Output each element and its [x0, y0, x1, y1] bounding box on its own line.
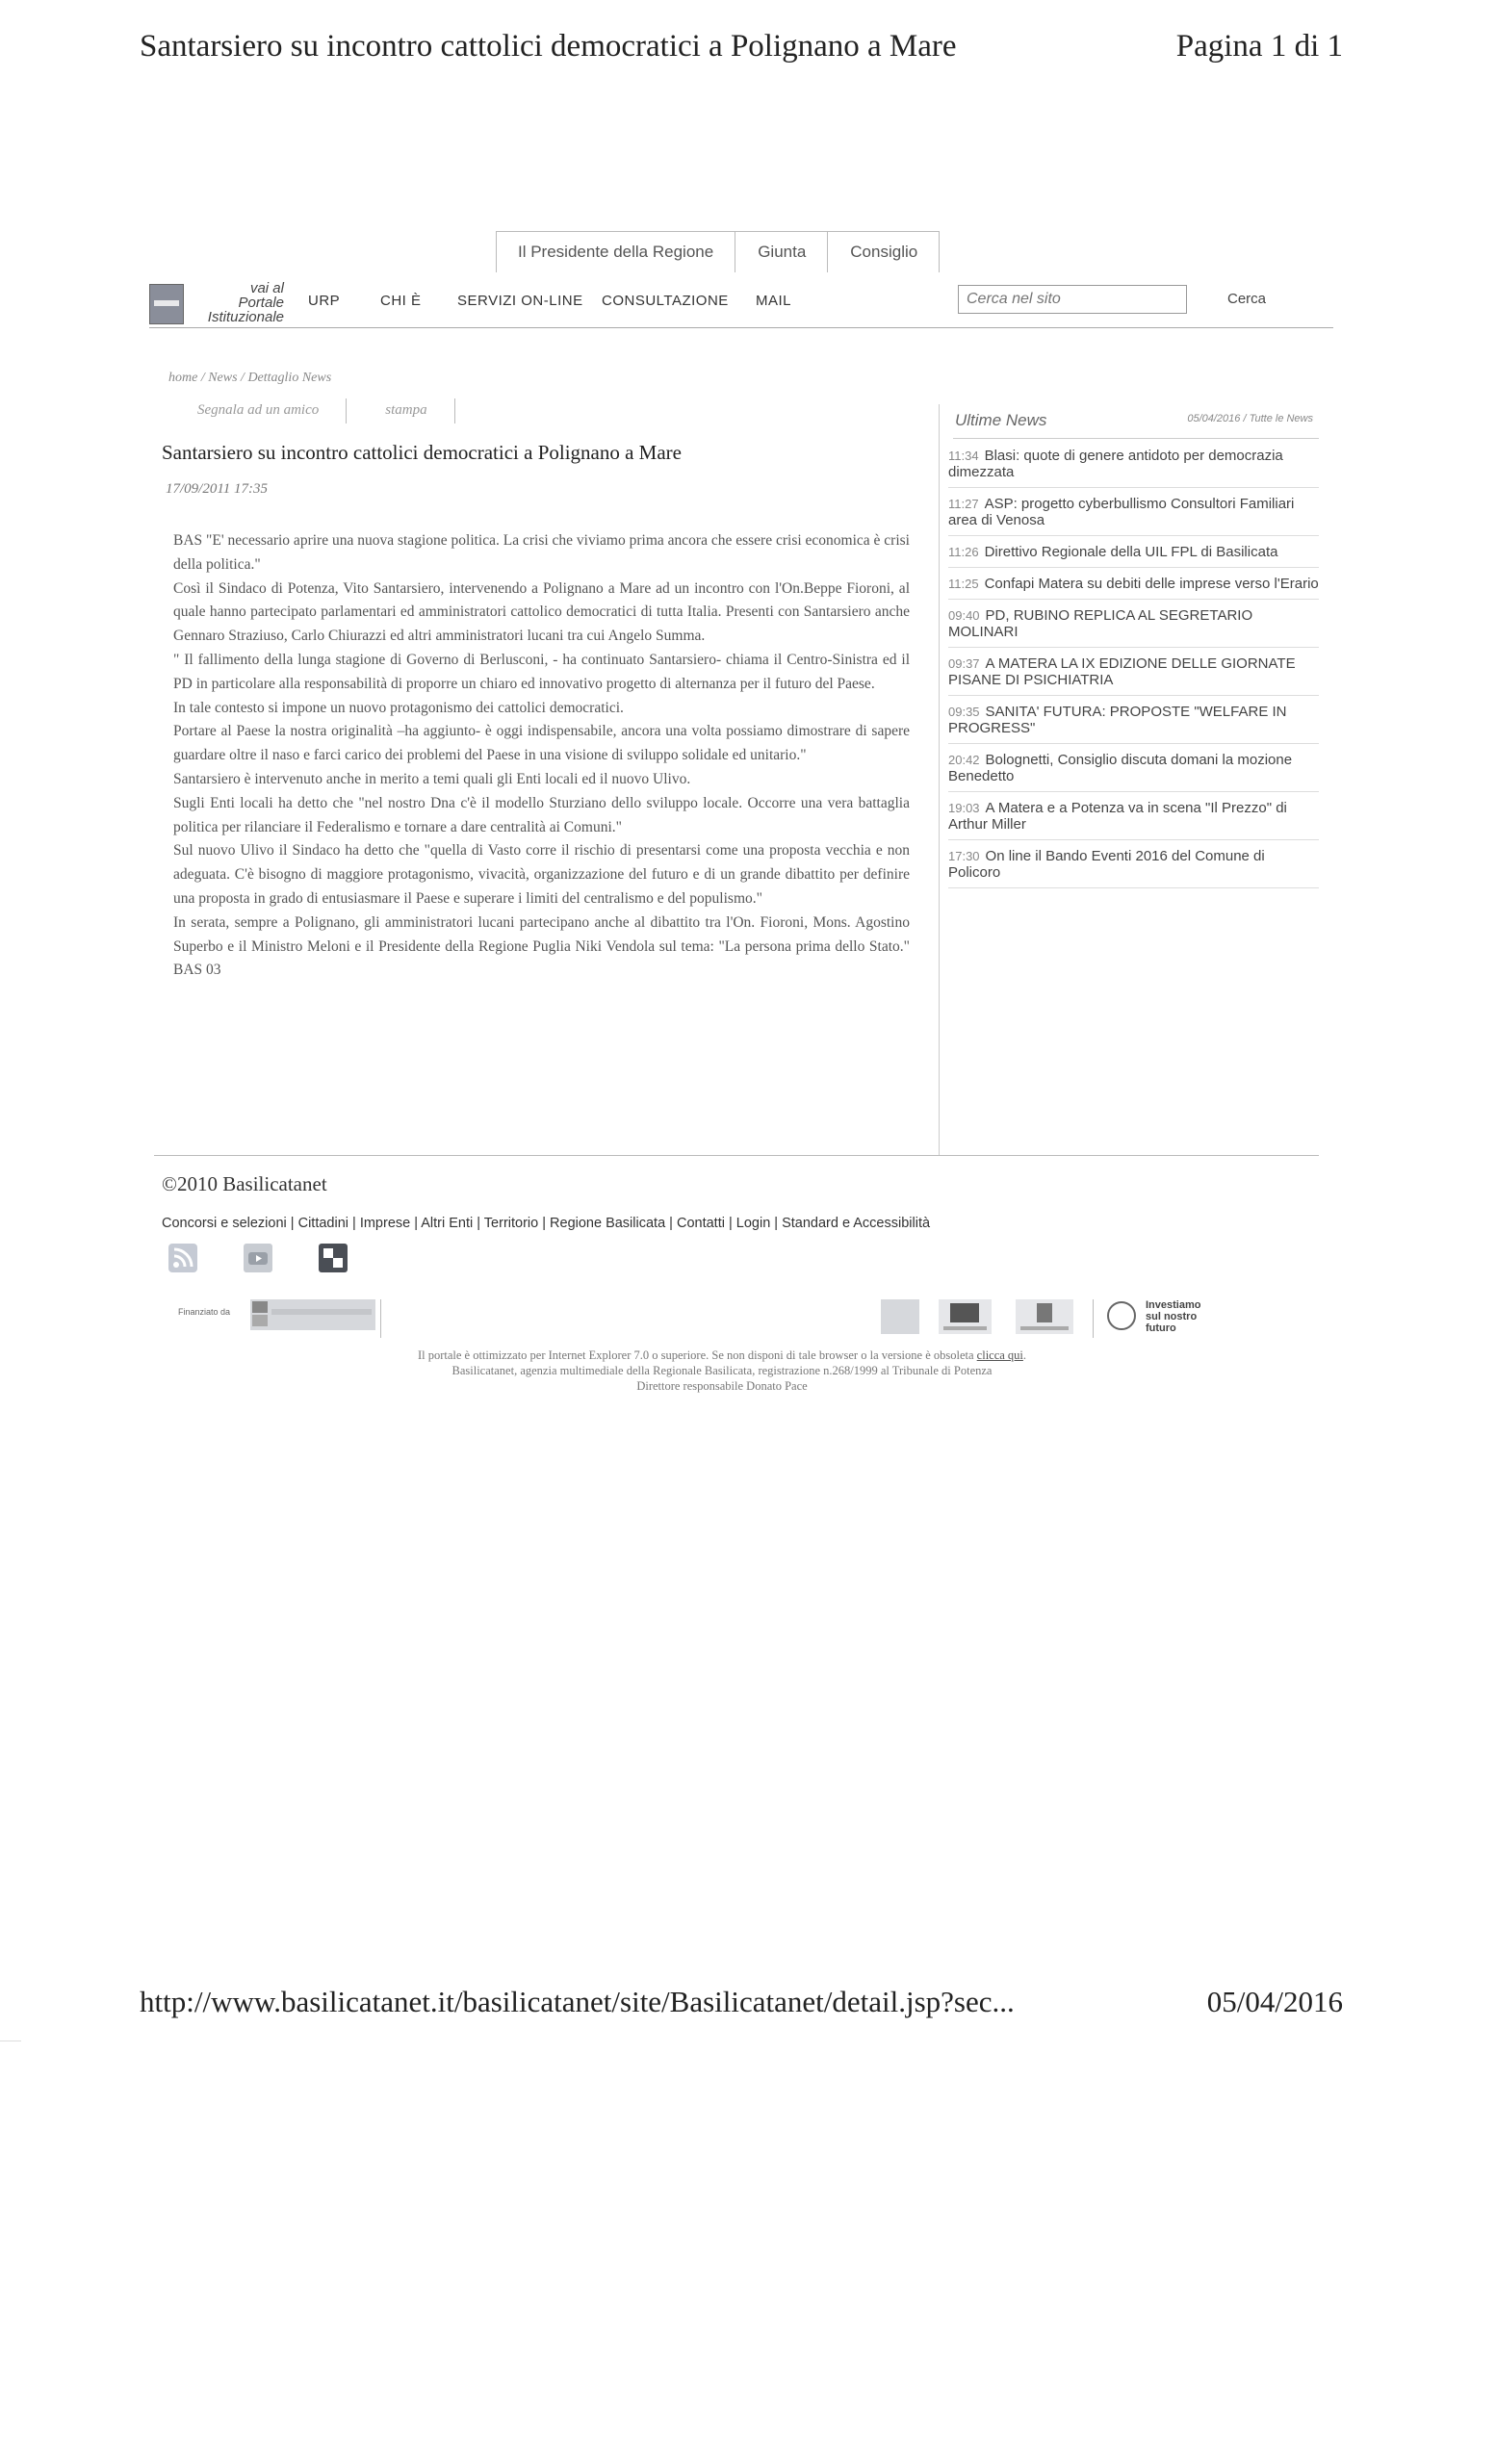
news-time: 11:27	[948, 497, 979, 511]
disclaimer-line-1	[289, 1348, 1155, 1363]
article-paragraph: Santarsiero è intervenuto anche in merito a temi quali gli Enti locali ed il nuovo Ulivo.	[173, 770, 691, 787]
news-time: 09:37	[948, 656, 980, 671]
news-item[interactable]	[948, 445, 1319, 488]
disclaimer-line-2: Basilicatanet, agenzia multimediale della Regionale Basilicata, registrazione n.268/1999 al Tribunale di Potenza	[451, 1364, 993, 1377]
divider	[1093, 1299, 1094, 1338]
footer-link-territorio[interactable]: Territorio	[483, 1216, 539, 1231]
news-item[interactable]	[948, 845, 1319, 888]
nav-urp[interactable]: URP	[308, 293, 341, 309]
article-paragraph: Sugli Enti locali ha detto che "nel nostro Dna c'è il modello Sturziano dello sviluppo locale. Occorre una vera battaglia politica per rilanciare il Federalismo e tornare a dare centralità ai Comuni."	[173, 794, 910, 835]
scan-edge	[0, 2040, 21, 2041]
print-footer	[140, 1985, 1343, 2023]
news-time: 11:26	[948, 545, 979, 559]
article-paragraph: Così il Sindaco di Potenza, Vito Santarsiero, intervenendo a Polignano a Mare ad un incontro con l'On.Beppe Fioroni, al quale hanno partecipato parlamentari ed amministratori cattolico democratici di tutta Italia. Presenti con Santarsiero anche Gennaro Straziuso, Carlo Chiurazzi ed altri amministratori lucani tra cui Angelo Summa.	[173, 579, 910, 645]
news-item[interactable]	[948, 797, 1319, 840]
top-nav	[496, 231, 940, 272]
footer-link-concorsi[interactable]: Concorsi e selezioni	[162, 1216, 287, 1231]
news-text: ASP: progetto cyberbullismo Consultori Familiari area di Venosa	[948, 496, 1295, 528]
article-paragraph: Sul nuovo Ulivo il Sindaco ha detto che "quella di Vasto corre il rischio di presentarsi come una proposta vecchia e non adeguata. C'è bisogno di maggiore protagonismo, vivacità, organizzazione del futuro e di un grande dibattito per definire una proposta in grado di entusiasmare il Paese e superare i limiti del centralismo e del populismo."	[173, 842, 910, 907]
article-title: Santarsiero su incontro cattolici democratici a Polignano a Mare	[162, 441, 682, 464]
article-body	[173, 529, 910, 983]
news-text: Bolognetti, Consiglio discuta domani la mozione Benedetto	[948, 752, 1293, 784]
partner-logos	[178, 1299, 1314, 1342]
print-url: http://www.basilicatanet.it/basilicatanet/site/Basilicatanet/detail.jsp?sec...	[140, 1985, 1015, 2018]
footer-divider	[154, 1155, 1319, 1156]
news-time: 20:42	[948, 753, 980, 767]
news-text: PD, RUBINO REPLICA AL SEGRETARIO MOLINARI	[948, 607, 1253, 640]
delicious-icon[interactable]	[319, 1244, 348, 1272]
news-item[interactable]	[948, 653, 1319, 696]
search-input[interactable]	[958, 285, 1187, 314]
news-item[interactable]	[948, 701, 1319, 744]
footer-links: Concorsi e selezioni | Cittadini | Imprese | Altri Enti | Territorio | Regione Basilicata | Contatti | Login | Standard e Accessibilità	[162, 1216, 931, 1231]
news-text: On line il Bando Eventi 2016 del Comune di Policoro	[948, 848, 1265, 881]
divider	[380, 1299, 381, 1338]
disclaimer-line-3: Direttore responsabile Donato Pace	[636, 1379, 808, 1393]
divider	[346, 398, 347, 424]
disclaimer	[289, 1348, 1155, 1394]
print-link[interactable]: stampa	[385, 402, 427, 418]
main-nav-bar	[149, 279, 1333, 328]
share-link[interactable]: Segnala ad un amico	[197, 402, 320, 418]
breadcrumb[interactable]: home / News / Dettaglio News	[168, 371, 332, 385]
portal-line-2: Portale	[238, 295, 284, 311]
footer-link-login[interactable]: Login	[735, 1216, 771, 1231]
disclaimer-text: Il portale è ottimizzato per Internet Explorer 7.0 o superiore. Se non disponi di tale browser o la versione è obsoleta	[417, 1348, 977, 1362]
fesr-logo	[250, 1299, 375, 1330]
news-time: 17:30	[948, 849, 980, 863]
news-time: 09:35	[948, 705, 980, 719]
news-item[interactable]	[948, 604, 1319, 648]
portal-line-3: Istituzionale	[207, 309, 284, 325]
news-text: Direttivo Regionale della UIL FPL di Basilicata	[984, 544, 1278, 560]
news-label: Ultime News	[955, 411, 1047, 429]
top-nav-giunta[interactable]: Giunta	[735, 232, 828, 272]
portal-line-1: vai al	[249, 280, 284, 296]
news-time: 11:34	[948, 449, 979, 463]
news-time: 09:40	[948, 608, 980, 623]
news-list	[948, 445, 1319, 893]
footer-link-cittadini[interactable]: Cittadini	[297, 1216, 348, 1231]
article-tools	[197, 402, 494, 424]
print-title: Santarsiero su incontro cattolici democratici a Polignano a Mare	[140, 29, 957, 64]
footer-link-imprese[interactable]: Imprese	[359, 1216, 411, 1231]
news-all-link[interactable]: 05/04/2016 / Tutte le News	[1187, 413, 1313, 424]
nav-mail[interactable]: MAIL	[756, 293, 792, 309]
click-here-link[interactable]: clicca qui	[976, 1348, 1023, 1362]
article-paragraph: BAS "E' necessario aprire una nuova stagione politica. La crisi che viviamo prima ancora che essere crisi economica è crisi della politica."	[173, 532, 910, 573]
eu-logo	[939, 1299, 992, 1334]
print-page-number: Pagina 1 di 1	[1175, 29, 1343, 64]
footer-link-regione[interactable]: Regione Basilicata	[550, 1216, 666, 1231]
footer-link-altri-enti[interactable]: Altri Enti	[421, 1216, 474, 1231]
invest-line: futuro	[1146, 1322, 1176, 1334]
funded-by-label: Finanziato da	[178, 1307, 231, 1317]
news-item[interactable]	[948, 749, 1319, 792]
article-paragraph: In serata, sempre a Polignano, gli amministratori lucani partecipano anche al dibattito tra l'On. Fioroni, Mons. Agostino Superbo e il Ministro Meloni e il Presidente della Regione Puglia Niki Vendola sul tema: "La persona prima dello Stato." BAS 03	[173, 913, 910, 979]
article-paragraph: In tale contesto si impone un nuovo protagonismo dei cattolici democratici.	[173, 699, 624, 716]
print-date: 05/04/2016	[1206, 1985, 1343, 2018]
republic-emblem-icon	[1107, 1301, 1136, 1330]
news-header	[953, 409, 1319, 439]
copyright: ©2010 Basilicatanet	[162, 1172, 327, 1195]
portal-logo-icon[interactable]	[149, 284, 184, 324]
article-paragraph: " Il fallimento della lunga stagione di Governo di Berlusconi, - ha continuato Santarsiero- chiama il Centro-Sinistra ed il PD in particolare alla responsabilità di proporre un chiaro ed innovativo progetto di alternanza per il futuro del Paese.	[173, 651, 910, 692]
news-item[interactable]	[948, 541, 1319, 568]
top-nav-presidente[interactable]: Il Presidente della Regione	[496, 232, 735, 272]
social-icons	[168, 1244, 348, 1272]
top-nav-consiglio[interactable]: Consiglio	[828, 232, 940, 272]
footer-link-contatti[interactable]: Contatti	[676, 1216, 725, 1231]
invest-line: sul nostro	[1146, 1311, 1198, 1322]
news-time: 19:03	[948, 801, 980, 815]
news-text: A Matera e a Potenza va in scena "Il Prezzo" di Arthur Miller	[948, 800, 1287, 833]
column-divider	[939, 404, 940, 1155]
nav-consultazione[interactable]: CONSULTAZIONE	[602, 293, 729, 309]
portal-link[interactable]	[188, 281, 284, 324]
fondo-logo	[881, 1299, 919, 1334]
rss-icon[interactable]	[168, 1244, 197, 1272]
news-text: Blasi: quote di genere antidoto per democrazia dimezzata	[948, 448, 1283, 480]
nav-chi-e[interactable]: CHI È	[380, 293, 422, 309]
regione-logo	[1016, 1299, 1073, 1334]
invest-slogan	[1146, 1299, 1200, 1334]
invest-line: Investiamo	[1146, 1299, 1201, 1311]
article-date: 17/09/2011 17:35	[166, 481, 268, 497]
news-item[interactable]	[948, 573, 1319, 600]
nav-servizi-online[interactable]: SERVIZI ON-LINE	[457, 293, 583, 309]
disclaimer-text: .	[1022, 1348, 1027, 1362]
divider	[454, 398, 455, 424]
search-button[interactable]: Cerca	[1227, 291, 1267, 307]
news-item[interactable]	[948, 493, 1319, 536]
print-header	[140, 29, 1343, 77]
news-text: A MATERA LA IX EDIZIONE DELLE GIORNATE PISANE DI PSICHIATRIA	[948, 655, 1296, 688]
news-text: SANITA' FUTURA: PROPOSTE "WELFARE IN PROGRESS"	[948, 704, 1287, 736]
youtube-icon[interactable]	[244, 1244, 272, 1272]
article-paragraph: Portare al Paese la nostra originalità –ha aggiunto- è oggi indispensabile, ancora una volta possiamo dimostrare di sapere guardare oltre il naso e farci carico dei problemi del Paese in una visione di sviluppo solidale ed unitario."	[173, 723, 910, 764]
news-time: 11:25	[948, 577, 979, 591]
footer-link-accessibilita[interactable]: Standard e Accessibilità	[782, 1216, 931, 1231]
news-text: Confapi Matera su debiti delle imprese verso l'Erario	[984, 576, 1319, 592]
